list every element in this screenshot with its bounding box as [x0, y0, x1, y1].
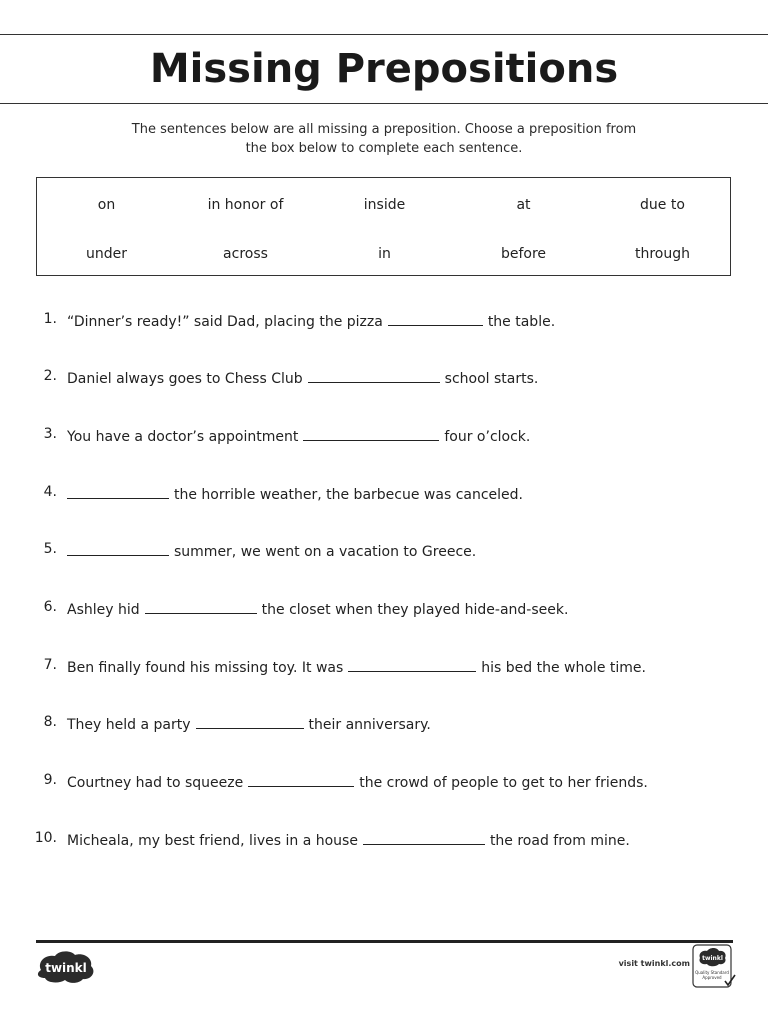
question-text-after: the crowd of people to get to her friends. [359, 775, 648, 791]
question-number: 1. [43, 311, 57, 327]
question-text-before: Ashley hid [67, 602, 140, 618]
question-text-before: Ben finally found his missing toy. It was [67, 660, 344, 676]
word-bank-word: on [97, 197, 116, 213]
badge-line-1: Quality Standard [695, 970, 729, 975]
question-number: 6. [43, 599, 57, 615]
word-bank-box [36, 177, 731, 276]
title-band [0, 34, 768, 104]
answer-blank[interactable] [363, 830, 485, 845]
word-bank-word: through [634, 246, 690, 262]
question-number: 7. [43, 657, 57, 673]
instructions-line-1: The sentences below are all missing a preposition. Choose a preposition from [131, 122, 637, 137]
word-bank-word: at [516, 197, 531, 213]
answer-blank[interactable] [348, 657, 476, 672]
question-text-after: the horrible weather, the barbecue was canceled. [174, 487, 523, 503]
answer-blank[interactable] [308, 368, 440, 383]
word-bank-word: in honor of [207, 197, 284, 213]
question-text-after: his bed the whole time. [481, 660, 646, 676]
answer-blank[interactable] [67, 541, 169, 556]
question-text-after: the closet when they played hide-and-seek. [261, 602, 569, 618]
question-number: 5. [43, 541, 57, 557]
question-text-after: the road from mine. [489, 833, 630, 849]
question-text-before: Courtney had to squeeze [67, 775, 244, 791]
twinkl-logo [35, 948, 97, 986]
question-text-before: Micheala, my best friend, lives in a house [67, 833, 358, 849]
instructions [0, 120, 768, 158]
answer-blank[interactable] [388, 311, 483, 326]
answer-blank[interactable] [196, 714, 304, 729]
page-title: Missing Prepositions [149, 46, 619, 92]
question-text-after: the table. [487, 314, 556, 330]
question-text-before: “Dinner’s ready!” said Dad, placing the pizza [67, 314, 383, 330]
word-bank-word: under [85, 246, 127, 262]
answer-blank[interactable] [67, 484, 169, 499]
question-number: 9. [43, 772, 57, 788]
question-number: 8. [43, 714, 57, 730]
visit-link[interactable]: visit twinkl.com [618, 959, 690, 968]
word-bank-word: due to [640, 197, 685, 213]
answer-blank[interactable] [248, 772, 354, 787]
question-text-after: school starts. [444, 371, 539, 387]
word-bank-word: in [378, 246, 391, 262]
question-number: 2. [43, 368, 57, 384]
question-text-before: They held a party [67, 717, 191, 733]
badge-brand-text: twinkl [702, 955, 723, 962]
question-text-after: four o’clock. [444, 429, 531, 445]
question-text-before: You have a doctor’s appointment [67, 429, 299, 445]
question-text-after: their anniversary. [308, 717, 431, 733]
question-text-before: Daniel always goes to Chess Club [67, 371, 303, 387]
word-bank-word: inside [363, 197, 406, 213]
word-bank-word: across [223, 246, 268, 262]
answer-blank[interactable] [303, 426, 439, 441]
quality-badge [692, 944, 736, 988]
answer-blank[interactable] [145, 599, 257, 614]
word-bank-word: before [500, 246, 547, 262]
footer-rule [36, 940, 733, 943]
instructions-line-2: the box below to complete each sentence. [245, 141, 523, 156]
question-number: 4. [43, 484, 57, 500]
question-number: 3. [43, 426, 57, 442]
logo-text: twinkl [45, 961, 87, 975]
badge-line-2: Approved [702, 975, 722, 980]
question-text-after: summer, we went on a vacation to Greece. [174, 544, 477, 560]
question-number: 10. [34, 830, 57, 846]
